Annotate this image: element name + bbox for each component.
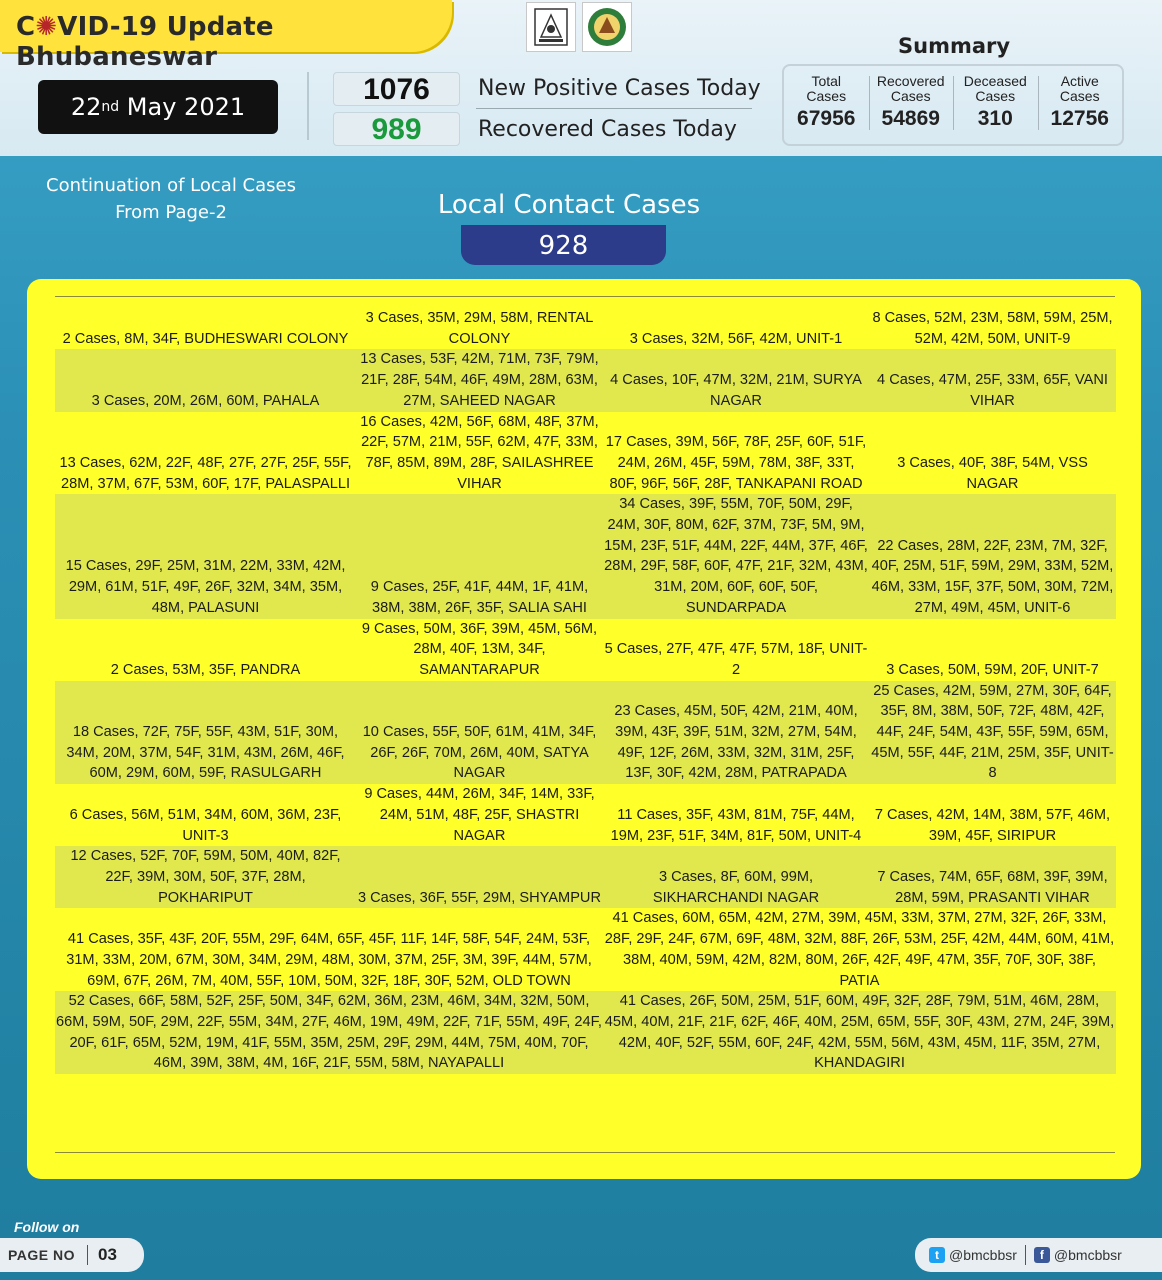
case-cell: 4 Cases, 47M, 25F, 33M, 65F, VANI VIHAR (869, 349, 1116, 411)
case-cell: 7 Cases, 42M, 14M, 38M, 57F, 46M, 39M, 45F, SIRIPUR (874, 806, 1111, 844)
virus-icon: ✺ (35, 12, 58, 42)
follow-on-label: Follow on (14, 1219, 80, 1235)
recovered-label: Recovered Cases Today (478, 117, 737, 142)
page-number-tab (0, 1238, 144, 1272)
case-cell: 16 Cases, 42M, 56F, 68M, 48F, 37M, 22F, 57M, 21M, 55F, 62M, 47F, 33M, 78F, 85M, 89M, 28F, SAILASHREE VIHAR (360, 413, 599, 492)
table-row (55, 784, 1116, 846)
case-cell: 10 Cases, 55F, 50F, 61M, 41M, 34F, 26F, 26F, 70M, 26M, 40M, SATYA NAGAR (356, 681, 603, 785)
summary-title: Summary (898, 34, 1011, 58)
summary-box (782, 64, 1124, 146)
recovered-count: 989 (333, 112, 460, 146)
case-cell: 3 Cases, 20M, 26M, 60M, PAHALA (55, 349, 356, 411)
case-cell: 9 Cases, 50M, 36F, 39M, 45M, 56M, 28M, 40F, 13M, 34F, SAMANTARAPUR (361, 620, 598, 678)
page-label: PAGE NO (8, 1247, 76, 1263)
count-divider (476, 108, 752, 109)
case-cell: 2 Cases, 8M, 34F, BUDHESWARI COLONY (62, 330, 349, 347)
summary-deceased: Deceased Cases 310 (953, 66, 1038, 144)
local-contact-title: Local Contact Cases (437, 190, 701, 220)
case-cell: 9 Cases, 25F, 41F, 44M, 1F, 41M, 38M, 38M, 26F, 35F, SALIA SAHI (356, 494, 603, 618)
table-row (55, 494, 1116, 618)
cases-table (55, 308, 1116, 1074)
case-cell: 4 Cases, 10F, 47M, 32M, 21M, SURYA NAGAR (603, 349, 869, 411)
case-cell: 3 Cases, 40F, 38F, 54M, VSS NAGAR (897, 454, 1088, 492)
case-cell: 3 Cases, 50M, 59M, 20F, UNIT-7 (886, 661, 1099, 678)
table-bottom-rule (55, 1152, 1115, 1153)
case-cell-wide: 41 Cases, 60M, 65M, 42M, 27M, 39M, 45M, 33M, 37M, 27M, 32F, 26F, 33M, 28F, 29F, 24F, 67M, 69F, 48M, 32M, 88F, 26F, 53M, 25F, 42M, 44M, 60M, 41M, 38M, 40M, 59M, 42M, 82M, 80M, 26F, 42F, 49F, 47M, 35F, 70F, 30F, 38F, PATIA (604, 910, 1115, 989)
new-positive-count: 1076 (333, 72, 460, 106)
social-separator (1025, 1245, 1026, 1265)
case-cell-wide: 41 Cases, 26F, 50M, 25M, 51F, 60M, 49F, 32F, 28F, 79M, 51M, 46M, 28M, 45M, 40M, 21F, 21F, 62F, 46F, 40M, 25M, 65M, 55F, 30F, 43M, 27M, 24F, 39M, 42M, 40F, 52F, 55M, 60F, 24F, 42M, 55M, 56M, 43M, 45M, 11F, 35M, 27M, KHANDAGIRI (603, 991, 1116, 1074)
facebook-handle[interactable]: @bmcbbsr (1053, 1247, 1122, 1263)
summary-recovered: Recovered Cases 54869 (869, 66, 954, 144)
table-row (55, 991, 1116, 1074)
case-cell: 3 Cases, 8F, 60M, 99M, SIKHARCHANDI NAGAR (603, 846, 869, 908)
twitter-handle[interactable]: @bmcbbsr (949, 1247, 1017, 1263)
case-cell: 13 Cases, 62M, 22F, 48F, 27F, 27F, 25F, 55F, 28M, 37M, 67F, 53M, 60F, 17F, PALASPALLI (59, 454, 352, 492)
table-row (55, 349, 1116, 411)
case-cell: 3 Cases, 32M, 56F, 42M, UNIT-1 (629, 330, 843, 347)
title-banner (0, 0, 452, 72)
case-cell: 7 Cases, 74M, 65F, 68M, 39F, 39M, 28M, 59M, PRASANTI VIHAR (869, 846, 1116, 908)
table-row (55, 619, 1116, 681)
page-title: C✺VID-19 Update Bhubaneswar (16, 12, 274, 72)
new-positive-label: New Positive Cases Today (478, 76, 761, 101)
page-separator (87, 1245, 88, 1265)
twitter-icon[interactable]: t (929, 1247, 945, 1263)
table-top-rule (55, 296, 1115, 297)
local-contact-count: 928 (461, 225, 666, 265)
case-cell: 9 Cases, 44M, 26M, 34F, 14M, 33F, 24M, 51M, 48F, 25F, SHASTRI NAGAR (364, 786, 595, 844)
table-row (55, 846, 1116, 908)
case-cell: 17 Cases, 39M, 56F, 78F, 25F, 60F, 51F, 24M, 26M, 45F, 59M, 78M, 38F, 33T, 80F, 96F, 56F, 28F, TANKAPANI ROAD (605, 434, 867, 492)
odisha-emblem-icon (526, 2, 576, 52)
table-row (55, 412, 1116, 495)
summary-total: Total Cases 67956 (797, 73, 856, 130)
case-cell: 8 Cases, 52M, 23M, 58M, 59M, 25M, 52M, 42M, 50M, UNIT-9 (872, 310, 1113, 347)
facebook-icon[interactable]: f (1034, 1247, 1050, 1263)
case-cell: 3 Cases, 35M, 29M, 58M, RENTAL COLONY (365, 310, 594, 347)
summary-active: Active Cases 12756 (1038, 66, 1123, 144)
table-row (55, 681, 1116, 785)
report-date: 22 nd May 2021 (38, 80, 278, 134)
continuation-note: Continuation of Local Cases From Page-2 (46, 175, 296, 223)
table-row (55, 308, 1116, 349)
header-band (0, 0, 1162, 156)
case-cell: 25 Cases, 42M, 59M, 27M, 30F, 64F, 35F, 8M, 38M, 50F, 72F, 48M, 42F, 44F, 24F, 54M, 43F, 55F, 59M, 65M, 45M, 55F, 44F, 21M, 25M, 35F, UNIT-8 (869, 681, 1116, 785)
table-row (55, 908, 1116, 991)
case-cell: 13 Cases, 53F, 42M, 71M, 73F, 79M, 21F, 28F, 54M, 46F, 49M, 28M, 63M, 27M, SAHEED NAGAR (356, 349, 603, 411)
case-cell-wide: 41 Cases, 35F, 43F, 20F, 55M, 29F, 64M, 65F, 45F, 11F, 14F, 58F, 54F, 24M, 53F, 31M, 33M, 20M, 67M, 30M, 34M, 29M, 48M, 30M, 37M, 25F, 3M, 39F, 44M, 57M, 69M, 67F, 26M, 7M, 40M, 55F, 10M, 50M, 32F, 18F, 30F, 52M, OLD TOWN (66, 931, 592, 989)
case-cell: 11 Cases, 35F, 43M, 81M, 75F, 44M, 19M, 23F, 51F, 34M, 81F, 50M, UNIT-4 (610, 806, 862, 844)
case-cell: 23 Cases, 45M, 50F, 42M, 21M, 40M, 39M, 43F, 39F, 51M, 32M, 27M, 54M, 49F, 12F, 26M, 33M, 32M, 31M, 25F, 13F, 30F, 42M, 28M, PATRAPADA (603, 681, 869, 785)
case-cell: 5 Cases, 27F, 47F, 47F, 57M, 18F, UNIT-2 (604, 641, 868, 678)
case-cell: 22 Cases, 28M, 22F, 23M, 7M, 32F, 40F, 25M, 51F, 59M, 29M, 33M, 52M, 46M, 33M, 15F, 37F, 50M, 30M, 72M, 27M, 49M, 45M, UNIT-6 (869, 494, 1116, 618)
case-cell: 15 Cases, 29F, 25M, 31M, 22M, 33M, 42M, 29M, 61M, 51F, 49F, 26F, 32M, 34M, 35M, 48M, PALASUNI (55, 494, 356, 618)
social-tab (915, 1238, 1162, 1272)
case-cell-wide: 52 Cases, 66F, 58M, 52F, 25F, 50M, 34F, 62M, 36M, 23M, 46M, 34M, 32M, 50M, 66M, 59M, 50F, 29M, 22F, 55M, 34M, 27F, 46M, 19M, 49M, 22F, 71F, 55M, 49F, 24F, 20F, 61F, 65M, 52M, 19M, 41F, 55M, 35M, 25M, 29F, 29M, 44M, 75M, 40M, 70F, 46M, 39M, 38M, 4M, 16F, 21F, 55M, 58M, NAYAPALLI (55, 991, 603, 1074)
page-number: 03 (98, 1245, 117, 1264)
case-cell: 3 Cases, 36F, 55F, 29M, SHYAMPUR (356, 846, 603, 908)
bmc-logo-icon (582, 2, 632, 52)
case-cell: 18 Cases, 72F, 75F, 55F, 43M, 51F, 30M, 34M, 20M, 37M, 54F, 31M, 43M, 26M, 46F, 60M, 29M, 60M, 59F, RASULGARH (55, 681, 356, 785)
case-cell: 12 Cases, 52F, 70F, 59M, 50M, 40M, 82F, 22F, 39M, 30M, 50F, 37F, 28M, POKHARIPUT (55, 846, 356, 908)
header-divider (307, 72, 309, 140)
case-cell: 6 Cases, 56M, 51M, 34M, 60M, 36M, 23F, UNIT-3 (69, 806, 342, 844)
case-cell: 34 Cases, 39F, 55M, 70F, 50M, 29F, 24M, 30F, 80M, 62F, 37M, 73F, 5M, 9M, 15M, 23F, 51F, 44M, 22F, 44M, 37F, 46F, 28M, 29F, 58F, 60F, 47F, 21F, 32M, 43M, 31M, 20M, 60F, 60F, 50F, SUNDARPADA (603, 494, 869, 618)
case-cell: 2 Cases, 53M, 35F, PANDRA (110, 661, 301, 678)
